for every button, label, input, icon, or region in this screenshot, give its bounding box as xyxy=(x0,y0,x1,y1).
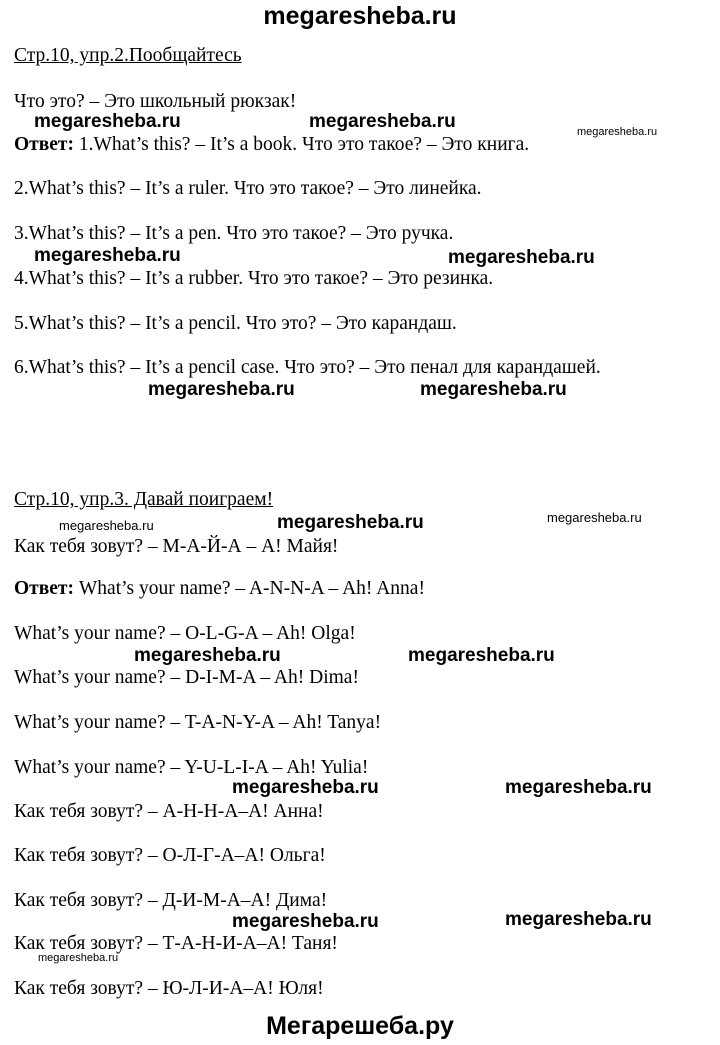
section-2-answer-line-10: Как тебя зовут? – Ю-Л-И-А–А! Юля! xyxy=(14,978,324,999)
section-1-heading: Стр.10, упр.2.Пообщайтесь xyxy=(14,45,242,66)
watermark: megaresheba.ru xyxy=(38,952,119,964)
section-1-answer-line-5: 5.What’s this? – It’s a pencil. Что это? – Это карандаш. xyxy=(14,313,457,334)
section-1-answer-line-6: 6.What’s this? – It’s a pencil case. Что это? – Это пенал для карандашей. xyxy=(14,357,601,378)
answer-label: Ответ: xyxy=(14,578,75,599)
watermark: megaresheba.ru xyxy=(59,518,154,533)
section-2-answer-line-5: What’s your name? – Y-U-L-I-A – Ah! Yulia! xyxy=(14,757,369,778)
watermark: megaresheba.ru xyxy=(505,777,652,798)
site-footer: Мегарешеба.ру xyxy=(266,1012,454,1040)
section-2-answer-line-2: What’s your name? – O-L-G-A – Ah! Olga! xyxy=(14,623,356,644)
watermark: megaresheba.ru xyxy=(148,379,295,400)
watermark: megaresheba.ru xyxy=(577,126,658,138)
section-2-answer-line-1 xyxy=(14,577,425,601)
answer-text: 1.What’s this? – It’s a book. Что это такое? – Это книга. xyxy=(74,134,530,155)
answer-text: What’s your name? – A-N-N-A – Ah! Anna! xyxy=(74,578,425,599)
section-1-answer-line-2: 2.What’s this? – It’s a ruler. Что это такое? – Это линейка. xyxy=(14,178,482,199)
section-1-answer-line-3: 3.What’s this? – It’s a pen. Что это такое? – Это ручка. xyxy=(14,223,454,244)
watermark: megaresheba.ru xyxy=(34,111,181,132)
watermark: megaresheba.ru xyxy=(232,911,379,932)
section-1-answer-line-1 xyxy=(14,133,529,157)
watermark: megaresheba.ru xyxy=(408,645,555,666)
section-2-intro: Как тебя зовут? – М-А-Й-А – А! Майя! xyxy=(14,536,339,557)
watermark: megaresheba.ru xyxy=(134,645,281,666)
section-2-heading: Стр.10, упр.3. Давай поиграем! xyxy=(14,489,274,510)
site-header: megaresheba.ru xyxy=(263,2,457,30)
section-1-intro: Что это? – Это школьный рюкзак! xyxy=(14,91,297,112)
watermark: megaresheba.ru xyxy=(277,512,424,533)
watermark: megaresheba.ru xyxy=(448,247,595,268)
section-2-answer-line-8: Как тебя зовут? – Д-И-М-А–А! Дима! xyxy=(14,890,328,911)
section-2-answer-line-7: Как тебя зовут? – О-Л-Г-А–А! Ольга! xyxy=(14,845,326,866)
answer-label: Ответ: xyxy=(14,134,75,155)
section-2-answer-line-6: Как тебя зовут? – А-Н-Н-А–А! Анна! xyxy=(14,801,324,822)
section-1-answer-line-4: 4.What’s this? – It’s a rubber. Что это такое? – Это резинка. xyxy=(14,268,494,289)
section-2-answer-line-3: What’s your name? – D-I-M-A – Ah! Dima! xyxy=(14,667,359,688)
section-2-answer-line-4: What’s your name? – T-A-N-Y-A – Ah! Tanya! xyxy=(14,712,382,733)
section-2-answer-line-9: Как тебя зовут? – Т-А-Н-И-А–А! Таня! xyxy=(14,933,338,954)
watermark: megaresheba.ru xyxy=(309,111,456,132)
watermark: megaresheba.ru xyxy=(34,245,181,266)
watermark: megaresheba.ru xyxy=(505,909,652,930)
watermark: megaresheba.ru xyxy=(232,777,379,798)
watermark: megaresheba.ru xyxy=(547,510,642,525)
watermark: megaresheba.ru xyxy=(420,379,567,400)
